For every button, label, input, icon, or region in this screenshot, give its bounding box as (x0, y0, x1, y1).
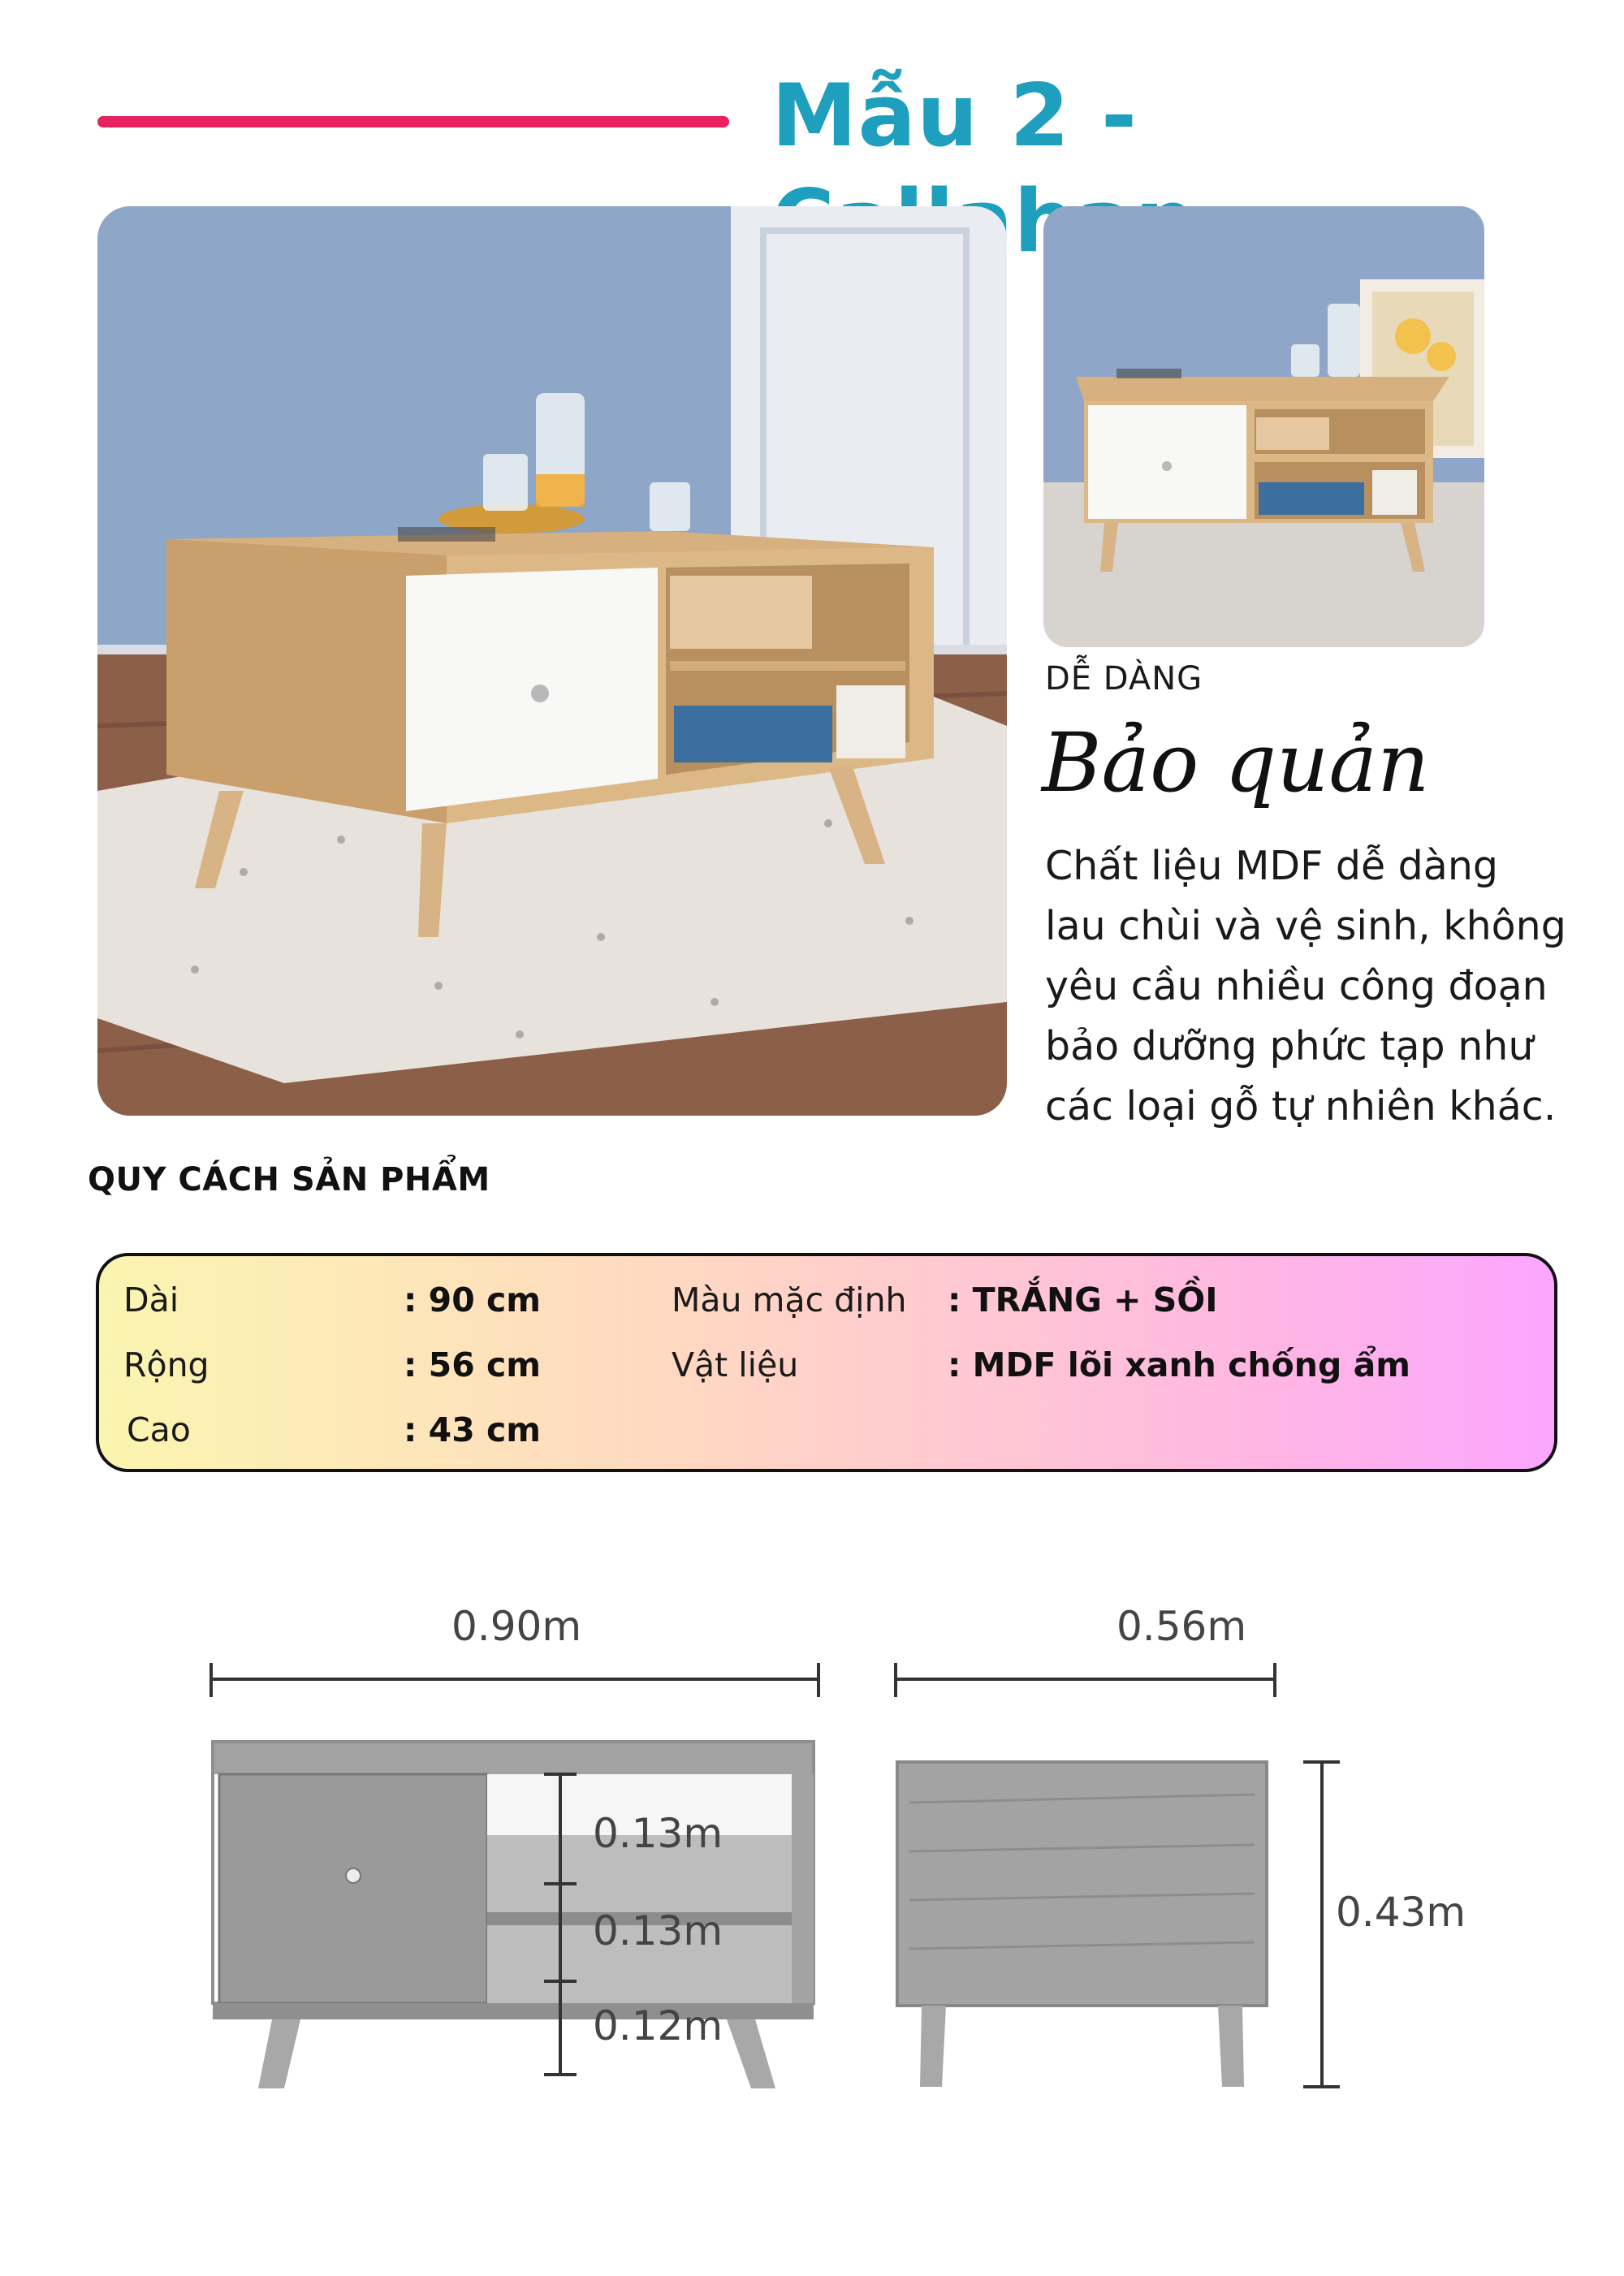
page-title: Mẫu 2 - (771, 66, 1138, 166)
side-leg-right (1218, 2006, 1244, 2087)
product-photo-secondary (1043, 206, 1484, 647)
feature-line: lau chùi và vệ sinh, không (1045, 903, 1566, 949)
header-accent-line (97, 116, 729, 127)
spec-label-material: Vật liệu (672, 1345, 799, 1384)
side-depth-label: 0.56m (1116, 1603, 1247, 1650)
shelf-bottom-height-label: 0.13m (593, 1907, 723, 1954)
front-top-panel (213, 1742, 814, 1774)
product-photo-main (97, 206, 1007, 1116)
feature-kicker: DỄ DÀNG (1045, 660, 1203, 697)
spec-label-color: Màu mặc định (672, 1281, 907, 1319)
feature-line: Chất liệu MDF dễ dàng (1045, 843, 1498, 889)
front-width-label: 0.90m (451, 1603, 582, 1650)
spec-value-material: : MDF lõi xanh chống ẩm (948, 1345, 1410, 1384)
feature-title: Bảo quản (1042, 715, 1430, 810)
front-leg-right (727, 2019, 775, 2088)
side-leg-left (920, 2006, 946, 2087)
leg-height-label: 0.12m (593, 2002, 723, 2049)
front-drawer (219, 1774, 487, 2003)
spec-value-color: : TRẮNG + SỒI (948, 1281, 1218, 1319)
front-leg-left (258, 2019, 300, 2088)
spec-value-width: : 56 cm (404, 1345, 542, 1384)
drawer-knob (346, 1868, 361, 1883)
feature-description (1045, 836, 1605, 1137)
spec-value-length: : 90 cm (404, 1281, 542, 1319)
dimension-diagram (0, 1543, 1624, 2111)
specs-table (96, 1253, 1557, 1472)
spec-value-height: : 43 cm (404, 1410, 542, 1449)
total-height-label: 0.43m (1336, 1889, 1466, 1936)
specs-heading: QUY CÁCH SẢN PHẨM (88, 1161, 490, 1198)
shelf-top-height-label: 0.13m (593, 1810, 723, 1857)
feature-line: các loại gỗ tự nhiên khác. (1045, 1083, 1557, 1129)
spec-label-width: Rộng (123, 1345, 209, 1384)
spec-label-height: Cao (127, 1410, 191, 1449)
spec-label-length: Dài (123, 1281, 179, 1319)
feature-line: bảo dưỡng phức tạp như (1045, 1023, 1534, 1069)
feature-line: yêu cầu nhiều công đoạn (1045, 963, 1548, 1009)
